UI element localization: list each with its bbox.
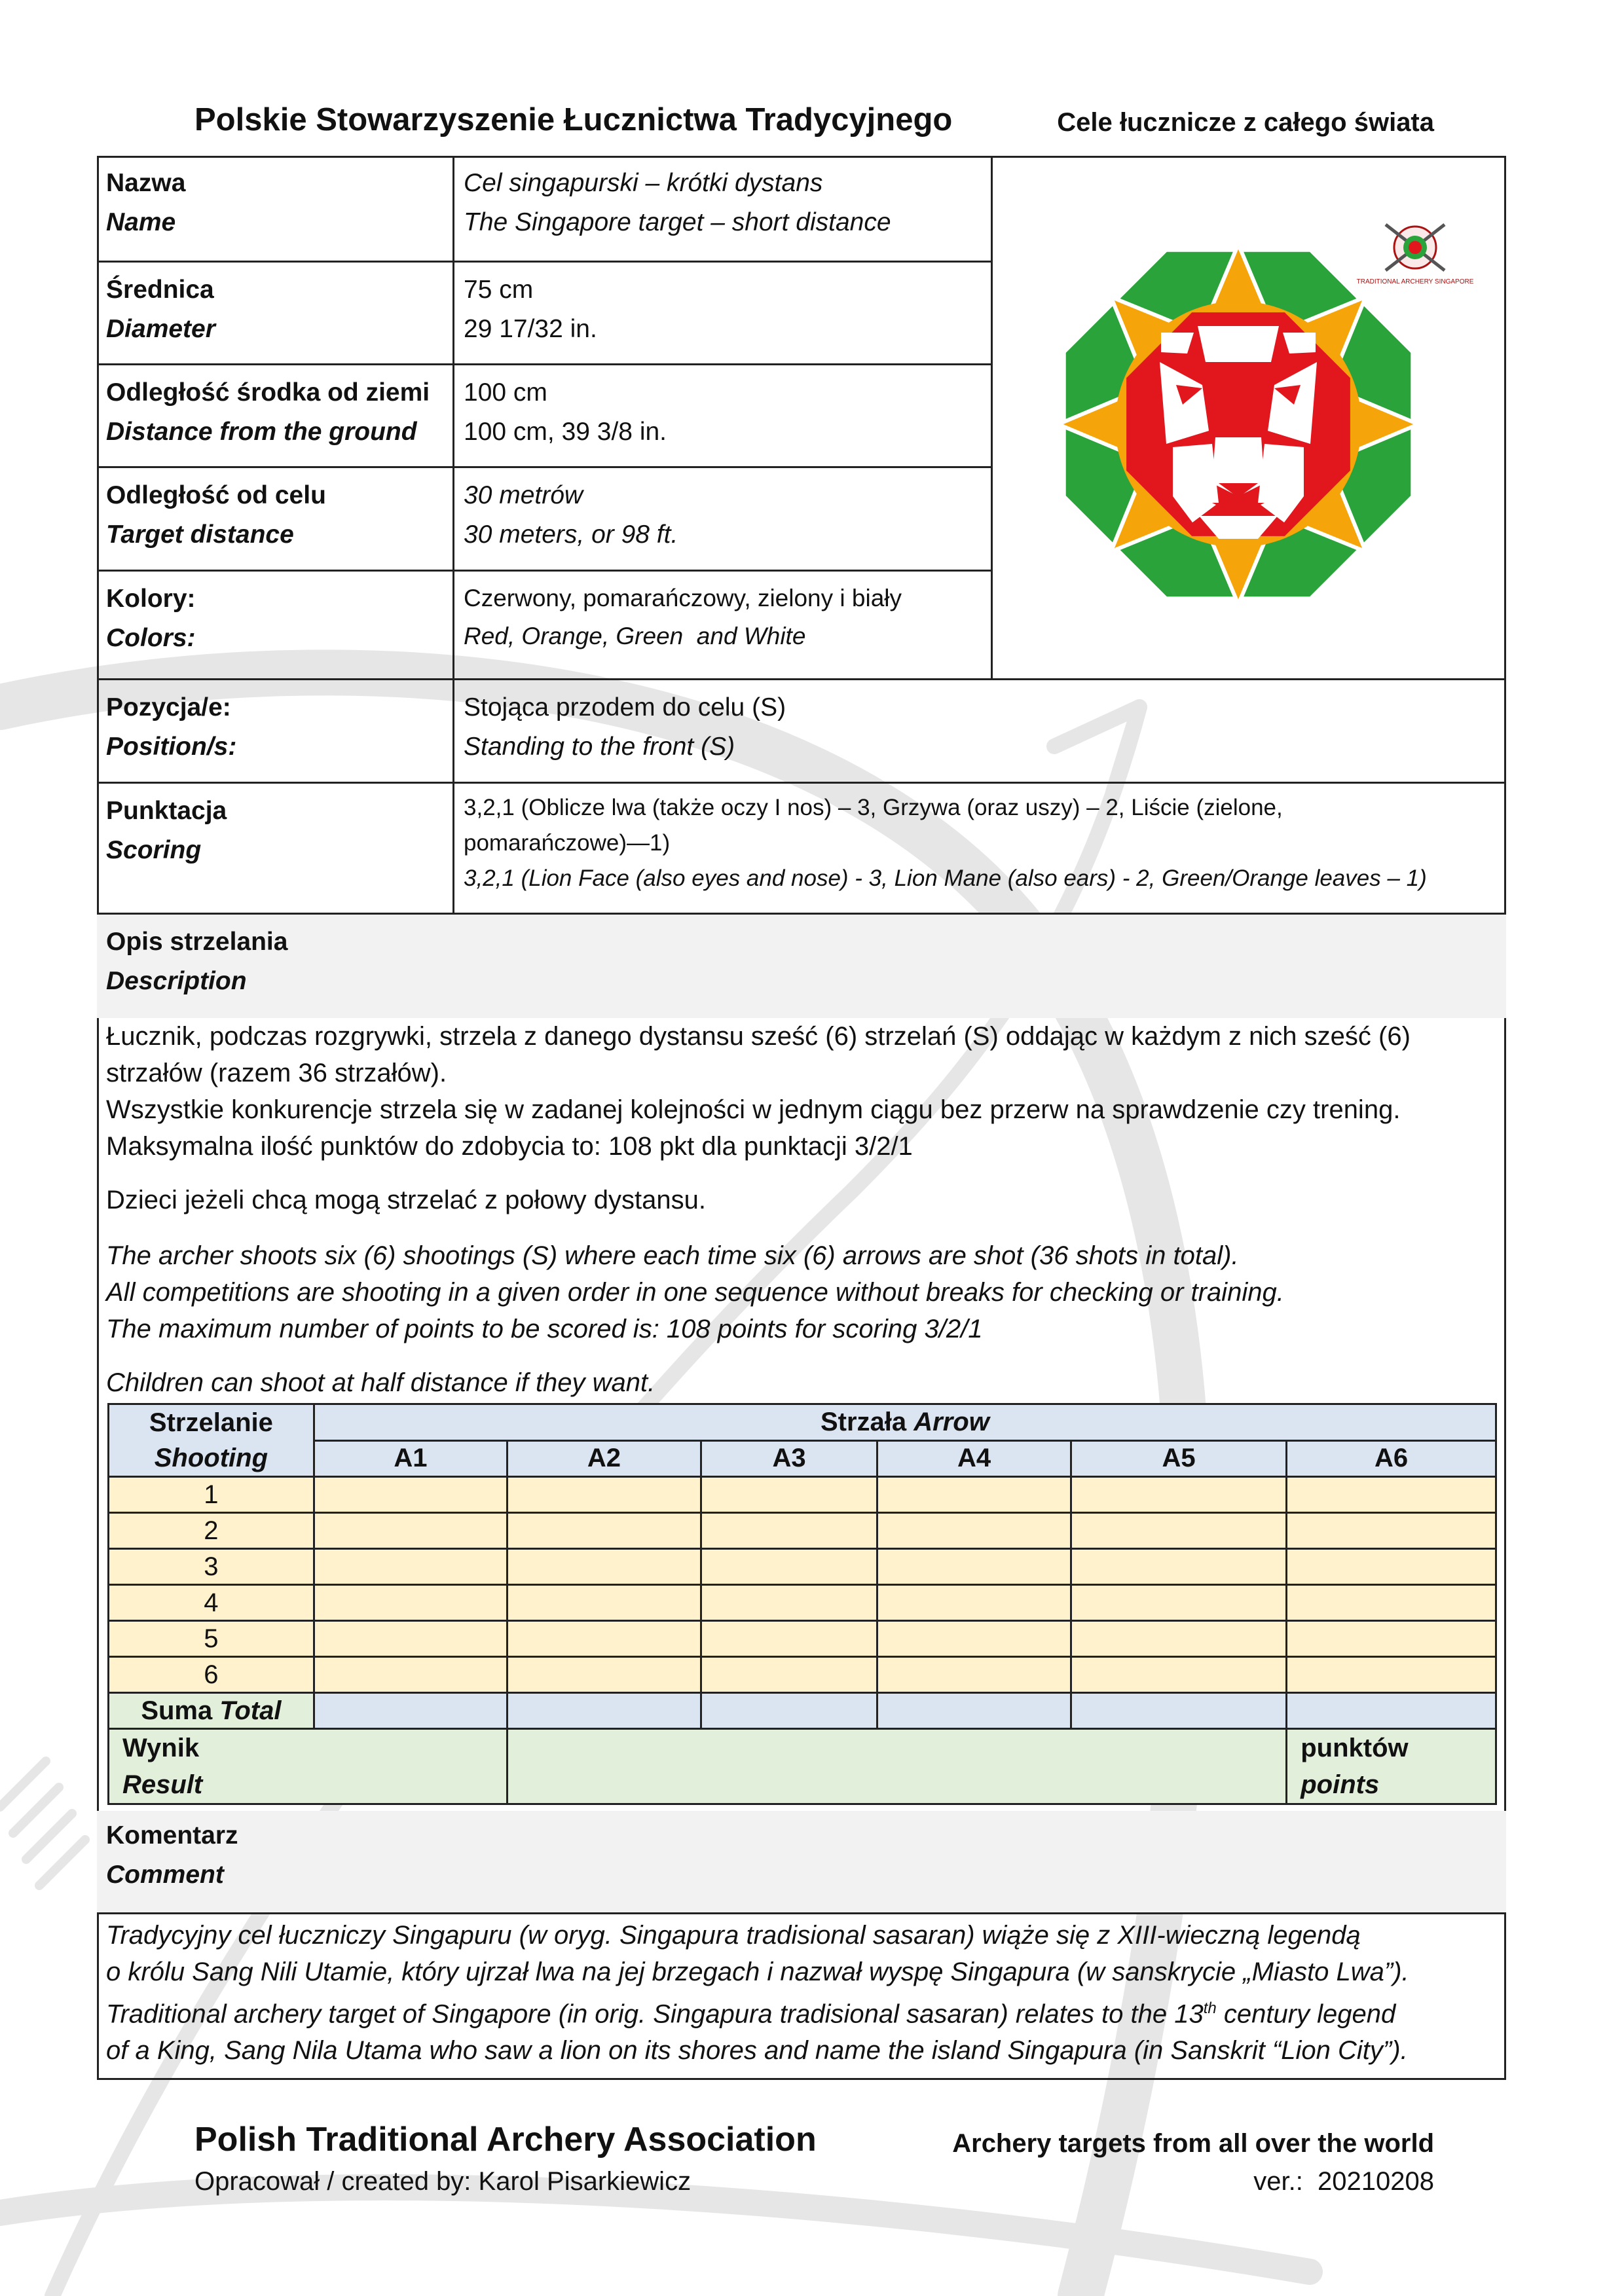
arrow-col-a4: A4 [877, 1440, 1071, 1477]
position-label-pl: Pozycja/e: [106, 693, 231, 721]
colors-label-en: Colors: [106, 624, 196, 652]
description-pl-children: Dzieci jeżeli chcą mogą strzelać z połowy dystansu. [106, 1186, 706, 1214]
comment-line4: of a King, Sang Nila Utama who saw a lion on its shores and name the island Singapura (in Sanskrit “Lion City”). [106, 2036, 1408, 2066]
height-label-pl: Odległość środka od ziemi [106, 378, 430, 407]
arrow-col-a5: A5 [1071, 1440, 1286, 1477]
row-colors [97, 570, 991, 678]
score-row-number: 4 [109, 1585, 314, 1621]
comment-label-box [97, 1811, 1506, 1914]
description-en-line3: The maximum number of points to be scored is: 108 points for scoring 3/2/1 [106, 1315, 983, 1343]
footer-version: ver.: 20210208 [1253, 2167, 1434, 2196]
arrow-header-pl: Strzała [820, 1407, 907, 1436]
arrow-col-a1: A1 [314, 1440, 507, 1477]
scoring-value-pl-line2: pomarańczowe)—1) [464, 830, 671, 856]
name-value-pl: Cel singapurski – krótki dystans [464, 169, 823, 197]
description-pl-line1: Łucznik, podczas rozgrywki, strzela z danego dystansu sześć (6) strzelań (S) oddając w każdym z nich sześć (6) [106, 1022, 1411, 1051]
comment-label-pl: Komentarz [106, 1821, 238, 1850]
total-label-en: Total [219, 1696, 282, 1725]
score-row-number: 2 [109, 1513, 314, 1549]
description-text-en [106, 1237, 1284, 1401]
shooting-header-pl: Strzelanie [149, 1408, 273, 1437]
comment-line1: Tradycyjny cel łuczniczy Singapuru (w oryg. Singapura tradisional sasaran) wiąże się z XIII-wieczną legendą [106, 1921, 1361, 1950]
comment-line3: Traditional archery target of Singapore (in orig. Singapura tradisional sasaran) relates to the 13th century legend [106, 1999, 1396, 2029]
result-label-pl: Wynik [122, 1734, 200, 1762]
traditional-archery-singapore-logo [1357, 225, 1474, 285]
description-label-pl: Opis strzelania [106, 928, 288, 956]
row-height [97, 363, 991, 466]
scoring-value-en: 3,2,1 (Lion Face (also eyes and nose) - 3, Lion Mane (also ears) - 2, Green/Orange leaves – 1) [464, 866, 1427, 891]
row-scoring [97, 782, 1506, 913]
row-diameter [97, 261, 991, 363]
colors-value-pl: Czerwony, pomarańczowy, zielony i biały [464, 585, 902, 611]
arrow-header-en: Arrow [913, 1407, 989, 1436]
score-row-number: 5 [109, 1621, 314, 1657]
footer-created-by: Opracował / created by: Karol Pisarkiewicz [194, 2167, 692, 2196]
shooting-header-en: Shooting [154, 1444, 268, 1472]
description-en-line1: The archer shoots six (6) shootings (S) where each time six (6) arrows are shot (36 shots in total). [106, 1241, 1239, 1270]
distance-value-pl: 30 metrów [464, 481, 583, 509]
score-row-number: 3 [109, 1549, 314, 1585]
description-pl-line4: Maksymalna ilość punktów do zdobycia to: 108 pkt dla punktacji 3/2/1 [106, 1132, 913, 1161]
comment-text [106, 1917, 1409, 2069]
name-label-en: Name [106, 208, 176, 236]
diameter-value-cm: 75 cm [464, 276, 534, 304]
description-pl-line3: Wszystkie konkurencje strzela się w zadanej kolejności w jednym ciągu bez przerw na sprawdzenie czy trening. [106, 1095, 1401, 1124]
row-description-label [97, 913, 1506, 1018]
scoring-label-pl: Punktacja [106, 797, 227, 825]
footer-org-name: Polish Traditional Archery Association [194, 2121, 817, 2159]
row-name [97, 156, 991, 261]
position-value-en: Standing to the front (S) [464, 733, 735, 761]
diameter-label-en: Diameter [106, 315, 215, 343]
height-value-in: 100 cm, 39 3/8 in. [464, 418, 667, 446]
points-label-pl: punktów [1301, 1734, 1409, 1762]
comment-line2: o królu Sang Nili Utamie, który ujrzał lwa na jej brzegach i nazwał wyspę Singapura (w sanskrycie „Miasto Lwa”). [106, 1958, 1409, 1986]
scoring-value-pl-line1: 3,2,1 (Oblicze lwa (także oczy I nos) – 3, Grzywa (oraz uszy) – 2, Liście (zielone, [464, 795, 1283, 820]
colors-value-en: Red, Orange, Green and White [464, 623, 806, 649]
description-pl-line2: strzałów (razem 36 strzałów). [106, 1059, 447, 1087]
footer-series: Archery targets from all over the world [952, 2129, 1434, 2158]
diameter-value-in: 29 17/32 in. [464, 315, 597, 343]
distance-value-en: 30 meters, or 98 ft. [464, 520, 678, 549]
position-label-en: Position/s: [106, 733, 237, 761]
arrow-col-a6: A6 [1287, 1440, 1496, 1477]
row-distance [97, 466, 991, 570]
result-label-en: Result [122, 1770, 203, 1799]
total-label-pl: Suma [141, 1696, 213, 1725]
scoring-label-en: Scoring [106, 836, 202, 864]
description-en-children: Children can shoot at half distance if they want. [106, 1368, 655, 1397]
diameter-label-pl: Średnica [106, 276, 214, 304]
target-image-cell [991, 156, 1506, 678]
height-value-cm: 100 cm [464, 378, 547, 407]
points-label-en: points [1301, 1770, 1380, 1799]
name-label-pl: Nazwa [106, 169, 186, 197]
document-title: Polskie Stowarzyszenie Łucznictwa Tradycyjnego [194, 102, 953, 137]
distance-label-pl: Odległość od celu [106, 481, 326, 509]
colors-label-pl: Kolory: [106, 585, 196, 613]
description-text-pl [106, 1018, 1411, 1218]
score-row-number: 6 [109, 1657, 314, 1693]
arrow-col-a3: A3 [701, 1440, 877, 1477]
position-value-pl: Stojąca przodem do celu (S) [464, 693, 786, 721]
description-en-line2: All competitions are shooting in a given order in one sequence without breaks for checking or training. [106, 1278, 1284, 1307]
document-series: Cele łucznicze z całego świata [1057, 108, 1434, 137]
score-row-number: 1 [109, 1477, 314, 1513]
arrow-col-a2: A2 [507, 1440, 701, 1477]
row-position [97, 678, 1506, 782]
comment-label-en: Comment [106, 1861, 224, 1889]
name-value-en: The Singapore target – short distance [464, 208, 891, 236]
description-label-en: Description [106, 967, 247, 995]
singapore-target-image [1006, 182, 1490, 640]
distance-label-en: Target distance [106, 520, 294, 549]
logo-text: TRADITIONAL ARCHERY SINGAPORE [1356, 278, 1474, 285]
height-label-en: Distance from the ground [106, 418, 417, 446]
